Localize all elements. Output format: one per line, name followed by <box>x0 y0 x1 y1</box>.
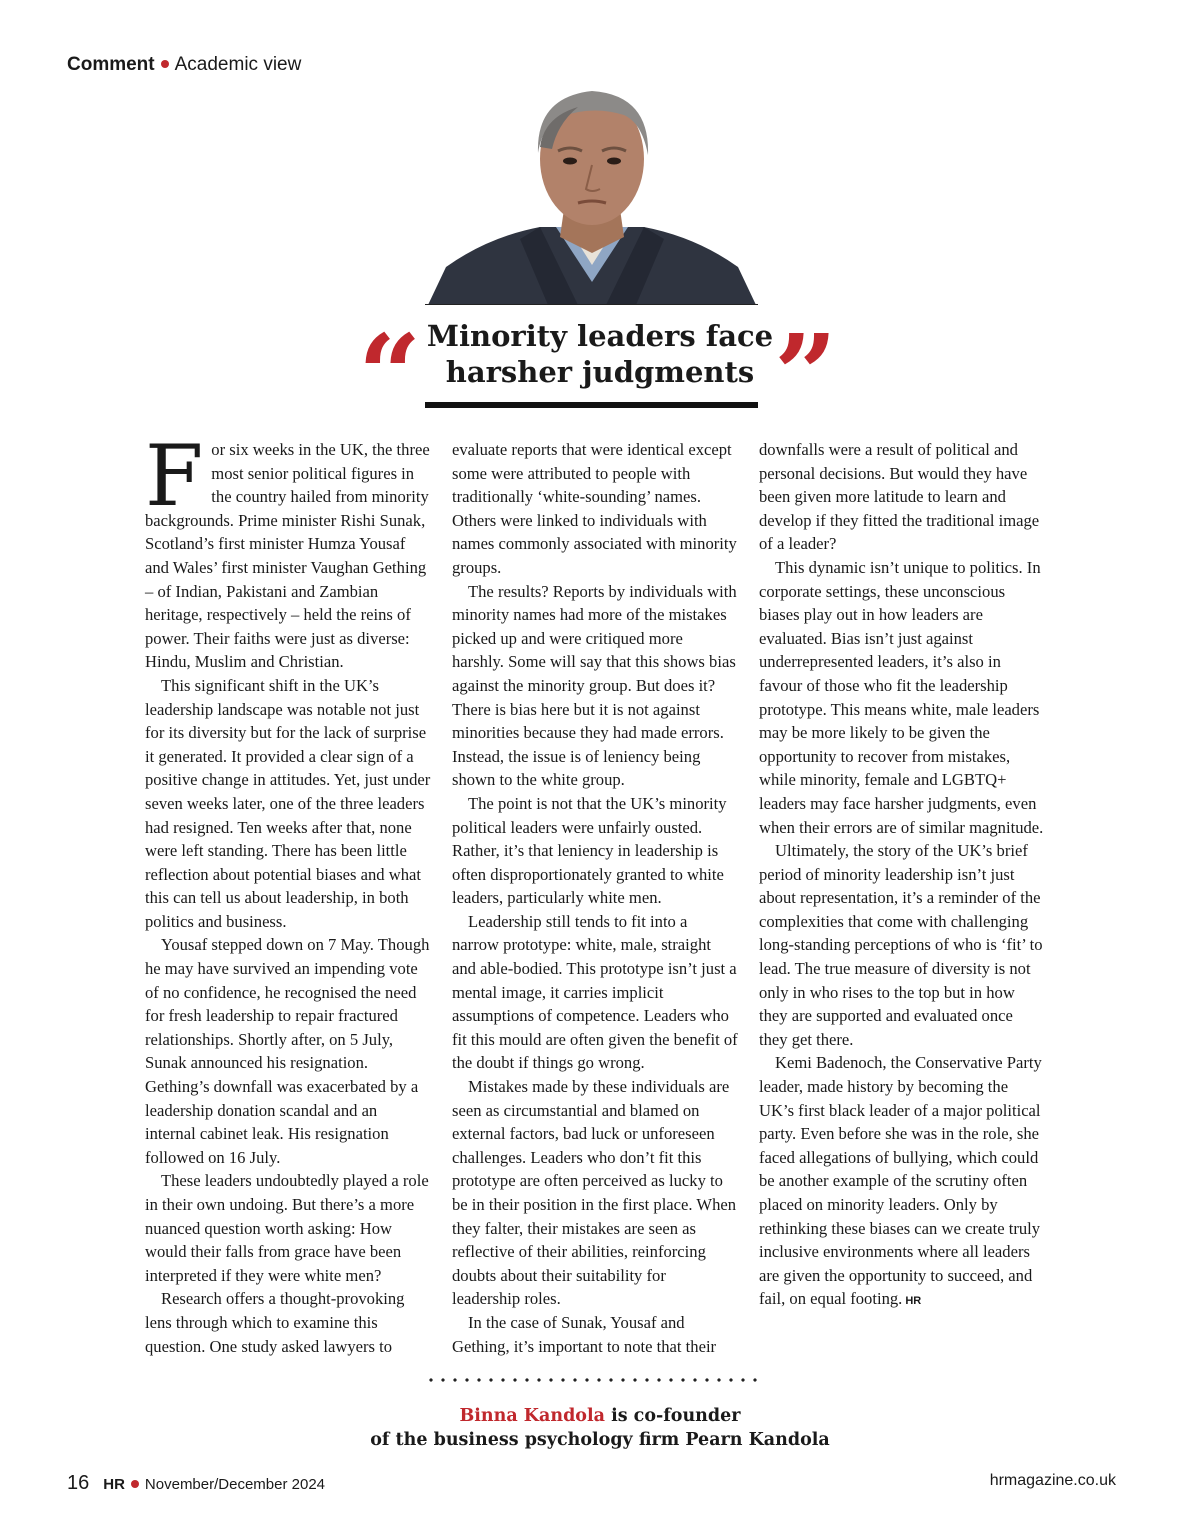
paragraph: In the case of Sunak, Yousaf and Gething, it’s important to note that their <box>452 1312 717 1356</box>
footer-left <box>67 1472 325 1495</box>
paragraph: The results? Reports by individuals with minority names had more of the mistakes picked up and were critiqued more harshly. Some will say that this shows bias against the minority group. But does it? There is bias here but it is not against minorities because they had made errors. Instead, the issue is of leniency being shown to the white group. <box>452 581 737 790</box>
paragraph: Yousaf stepped down on 7 May. Though he may have survived an impending vote of no confidence, he recognised the need for fresh leadership to repair fractured relationships. Shortly after, on 5 July, Sunak announced his resignation. Gething’s downfall was exacerbated by a leadership donation scandal and an internal cabinet leak. His resignation followed on 16 July. <box>145 935 430 1167</box>
paragraph: These leaders undoubtedly played a role in their own undoing. But there’s a more nuanced question worth asking: How would their falls from grace have been interpreted if they were white men? <box>145 1171 429 1285</box>
section-sub: Academic view <box>174 54 302 75</box>
page-number: 16 <box>67 1472 90 1494</box>
article-column-3 <box>759 438 1045 1314</box>
paragraph: Ultimately, the story of the UK’s brief period of minority leadership isn’t just about representation, it’s a reminder of the complexities that come with challenging long-standing perceptions of who is ‘fit’ to lead. The true measure of diversity is not only in who rises to the top but in how they are supported and evaluated once they get there. <box>759 841 1043 1049</box>
paragraph <box>145 427 431 674</box>
paragraph-text: Kemi Badenoch, the Conservative Party leader, made history by becoming the UK’s first black leader of a major political party. Even before she was in the role, she faced allegations of bullying, which could be another example of the scrutiny often placed on minority leaders. Only by rethinking these biases can we create truly inclusive environments where all leaders are given the opportunity to succeed, and fail, on equal footing. <box>759 1053 1042 1309</box>
headline-line1: Minority leaders face <box>426 319 774 353</box>
paragraph: This significant shift in the UK’s leadership landscape was notable not just for its diversity but for the lack of surprise it generated. It provided a clear sign of a positive change in attitudes. Yet, just under seven weeks later, one of the three leaders had resigned. Ten weeks after that, none were left standing. There has been little reflection about potential biases and what this can tell us about leadership, in both politics and business. <box>145 675 431 931</box>
magazine-name: HR <box>103 1476 125 1493</box>
issue-date: November/December 2024 <box>144 1476 326 1493</box>
author-bio <box>300 1404 900 1452</box>
drop-cap: F <box>145 427 204 525</box>
paragraph: Research offers a thought-provoking lens through which to examine this question. One study asked lawyers to <box>145 1289 405 1356</box>
close-quote-icon: ” <box>774 310 838 439</box>
article-column-2 <box>452 438 738 1358</box>
section-label <box>67 54 301 76</box>
end-mark: HR <box>905 1295 922 1308</box>
headline <box>425 318 775 390</box>
bio-line1: is co-founder <box>604 1406 741 1426</box>
section-name: Comment <box>67 54 155 75</box>
portrait-rule <box>425 304 758 305</box>
paragraph <box>759 1051 1045 1314</box>
paragraph: Leadership still tends to fit into a narrow prototype: white, male, straight and able-bodied. This prototype isn’t just a mental image, it carries implicit assumptions of competence. Leaders who fit this mould are often given the benefit of the doubt if things go wrong. <box>452 911 738 1073</box>
paragraph-text: or six weeks in the UK, the three most senior political figures in the country hailed from minority backgrounds. Prime minister Rishi Sunak, Scotland’s first minister Humza Yousaf and Wales’ first minister Vaughan Gething – of Indian, Pakistani and Zambian heritage, respectively – held the reins of power. Their faiths were just as diverse: Hindu, Muslim and Christian. <box>145 440 430 672</box>
website: hrmagazine.co.uk <box>989 1472 1116 1489</box>
headline-line2: harsher judgments <box>445 355 755 389</box>
paragraph: downfalls were a result of political and personal decisions. But would they have been given more latitude to learn and develop if they fitted the traditional image of a leader? <box>759 440 1040 554</box>
paragraph: The point is not that the UK’s minority political leaders were unfairly ousted. Rather, it’s that leniency in leadership is often disproportionately granted to white leaders, particularly white men. <box>452 793 727 908</box>
paragraph: This dynamic isn’t unique to politics. In corporate settings, these unconscious biases play out in how leaders are evaluated. Bias isn’t just against underrepresented leaders, it’s also in favour of those who fit the leadership prototype. This means white, male leaders may be more likely to be given the opportunity to recover from mistakes, while minority, female and LGBTQ+ leaders may face harsher judgments, even when their errors are of similar magnitude. <box>759 557 1044 837</box>
author-name: Binna Kandola <box>459 1406 605 1426</box>
bullet-dot <box>161 60 169 68</box>
paragraph: Mistakes made by these individuals are seen as circumstantial and blamed on external factors, bad luck or unforeseen challenges. Leaders who don’t fit this prototype are often perceived as lucky to be in their position in the first place. When they falter, their mistakes are seen as reflective of their abilities, reinforcing doubts about their suitability for leadership roles. <box>452 1077 737 1309</box>
dotted-divider <box>425 1377 761 1383</box>
paragraph: evaluate reports that were identical except some were attributed to people with traditionally ‘white-sounding’ names. Others were linked to individuals with names commonly associated with minority groups. <box>452 440 737 577</box>
headline-rule <box>425 402 758 408</box>
bullet-dot <box>131 1480 139 1488</box>
article-column-1 <box>145 427 431 1358</box>
bio-line2: of the business psychology firm Pearn Kandola <box>370 1430 830 1450</box>
open-quote-icon: “ <box>358 310 422 439</box>
author-portrait <box>428 77 756 305</box>
